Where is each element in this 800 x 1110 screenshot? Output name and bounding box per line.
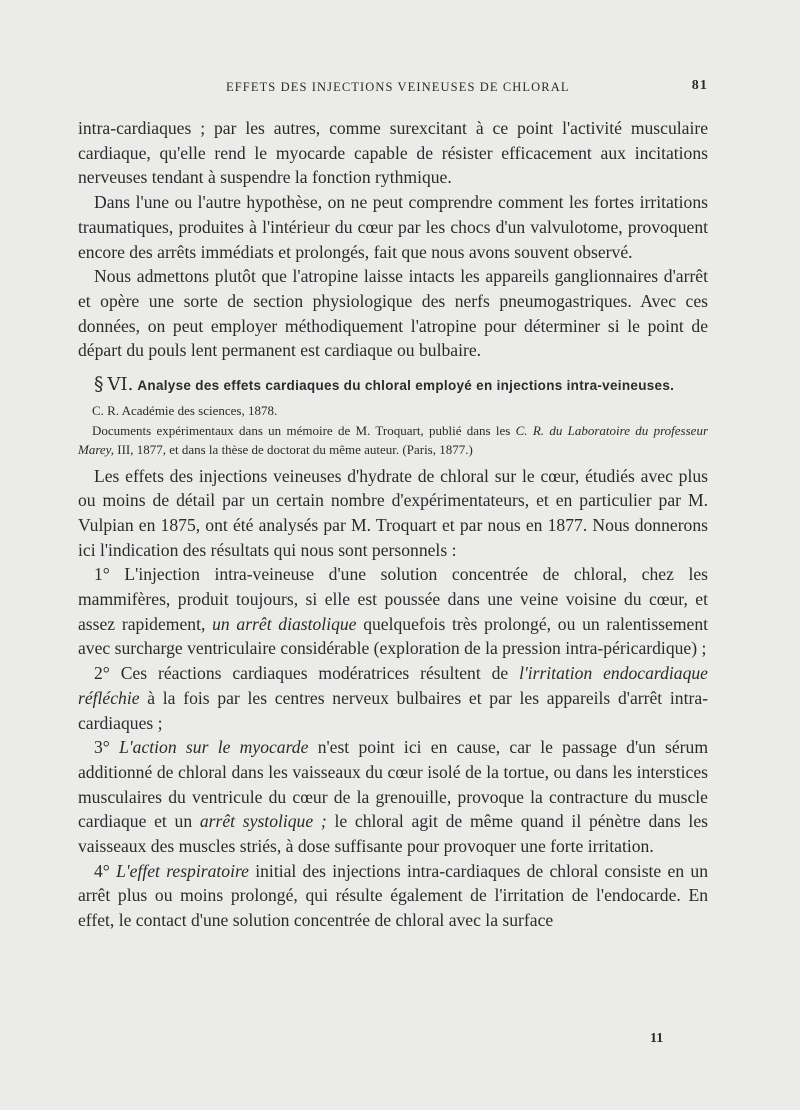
paragraph: Nous admettons plutôt que l'atropine laisse intacts les appareils ganglionnaires d'arrêt et opère une sorte de section physiologique des nerfs pneumogastriques. Avec ces données, on peut employer méthodiquement l'atropine pour déterminer si le point de départ du pouls lent permanent est cardiaque ou bulbaire. (78, 266, 708, 361)
paragraph: Dans l'une ou l'autre hypothèse, on ne peut comprendre comment les fortes irritations traumatiques, produites à l'intérieur du cœur par les chocs d'un valvulotome, provoquent encore des arrêts immédiats et prolongés, fait que nous avons souvent observé. (78, 192, 708, 262)
running-title: EFFETS DES INJECTIONS VEINEUSES DE CHLORAL (226, 80, 570, 94)
list-item: 1° L'injection intra-veineuse d'une solution concentrée de chloral, chez les mammifères, produit toujours, si elle est poussée dans une veine voisine du cœur, et assez rapidement, un arrêt diastolique quelquefois très prolongé, ou un ralentissement avec surcharge ventriculaire considérable (exploration de la pression intra-péricardique) ; (78, 564, 708, 659)
list-item: 4° L'effet respiratoire initial des injections intra-cardiaques de chloral consiste en un arrêt plus ou moins prolongé, qui résulte également de l'irritation de l'endocarde. En effet, le contact d'une solution concentrée de chloral avec la surface (78, 860, 708, 931)
list-item: 2° Ces réactions cardiaques modératrices résultent de l'irritation endocardiaque réfléchie à la fois par les centres nerveux bulbaires et par les appareils d'arrêt intra-cardiaques ; (78, 663, 708, 733)
paragraph-intro: Les effets des injections veineuses d'hydrate de chloral sur le cœur, étudiés avec plus ou moins de détail par un certain nombre d'expérimentateurs, et en particulier par M. Vulpian en 1875, ont été analysés par M. Troquart et par nous en 1877. Nous donnerons ici l'indication des résultats qui nous sont personnels : (78, 465, 708, 560)
signature-mark: 11 (650, 1031, 664, 1046)
paragraph: intra-cardiaques ; par les autres, comme surexcitant à ce point l'activité musculaire cardiaque, qu'elle rend le myocarde capable de résister efficacement aux incitations nerveuses tendant à suspendre la fonction rythmique. (78, 118, 708, 188)
list-item: 3° L'action sur le myocarde n'est point ici en cause, car le passage d'un sérum additionné de chloral dans les vaisseaux du cœur isolé de la tortue, ou dans les interstices musculaires du ventricule du cœur de la grenouille, provoque la contracture du muscle cardiaque et un arrêt systolique ; le chloral agit de même quand il pénètre dans les vaisseaux des muscles striés, à dose suffisante pour provoquer une forte irritation. (78, 737, 709, 857)
page-number: 81 (691, 78, 708, 93)
body-text (78, 116, 708, 933)
section-reference: C. R. Académie des sciences, 1878. (92, 403, 278, 419)
section-title: Analyse des effets cardiaques du chloral employé en injections intra-veineuses. (137, 378, 675, 394)
section-symbol: § (94, 373, 104, 396)
section-heading (78, 375, 708, 395)
section-label: VI. (107, 374, 134, 396)
section-documents: Documents expérimentaux dans un mémoire de M. Troquart, publié dans les C. R. du Laboratoire du professeur Marey, III, 1877, et dans la thèse de doctorat du même auteur. (Paris, 1877.) (78, 422, 708, 458)
journal-title: C. R. du Laboratoire du professeur Marey, (78, 422, 708, 458)
